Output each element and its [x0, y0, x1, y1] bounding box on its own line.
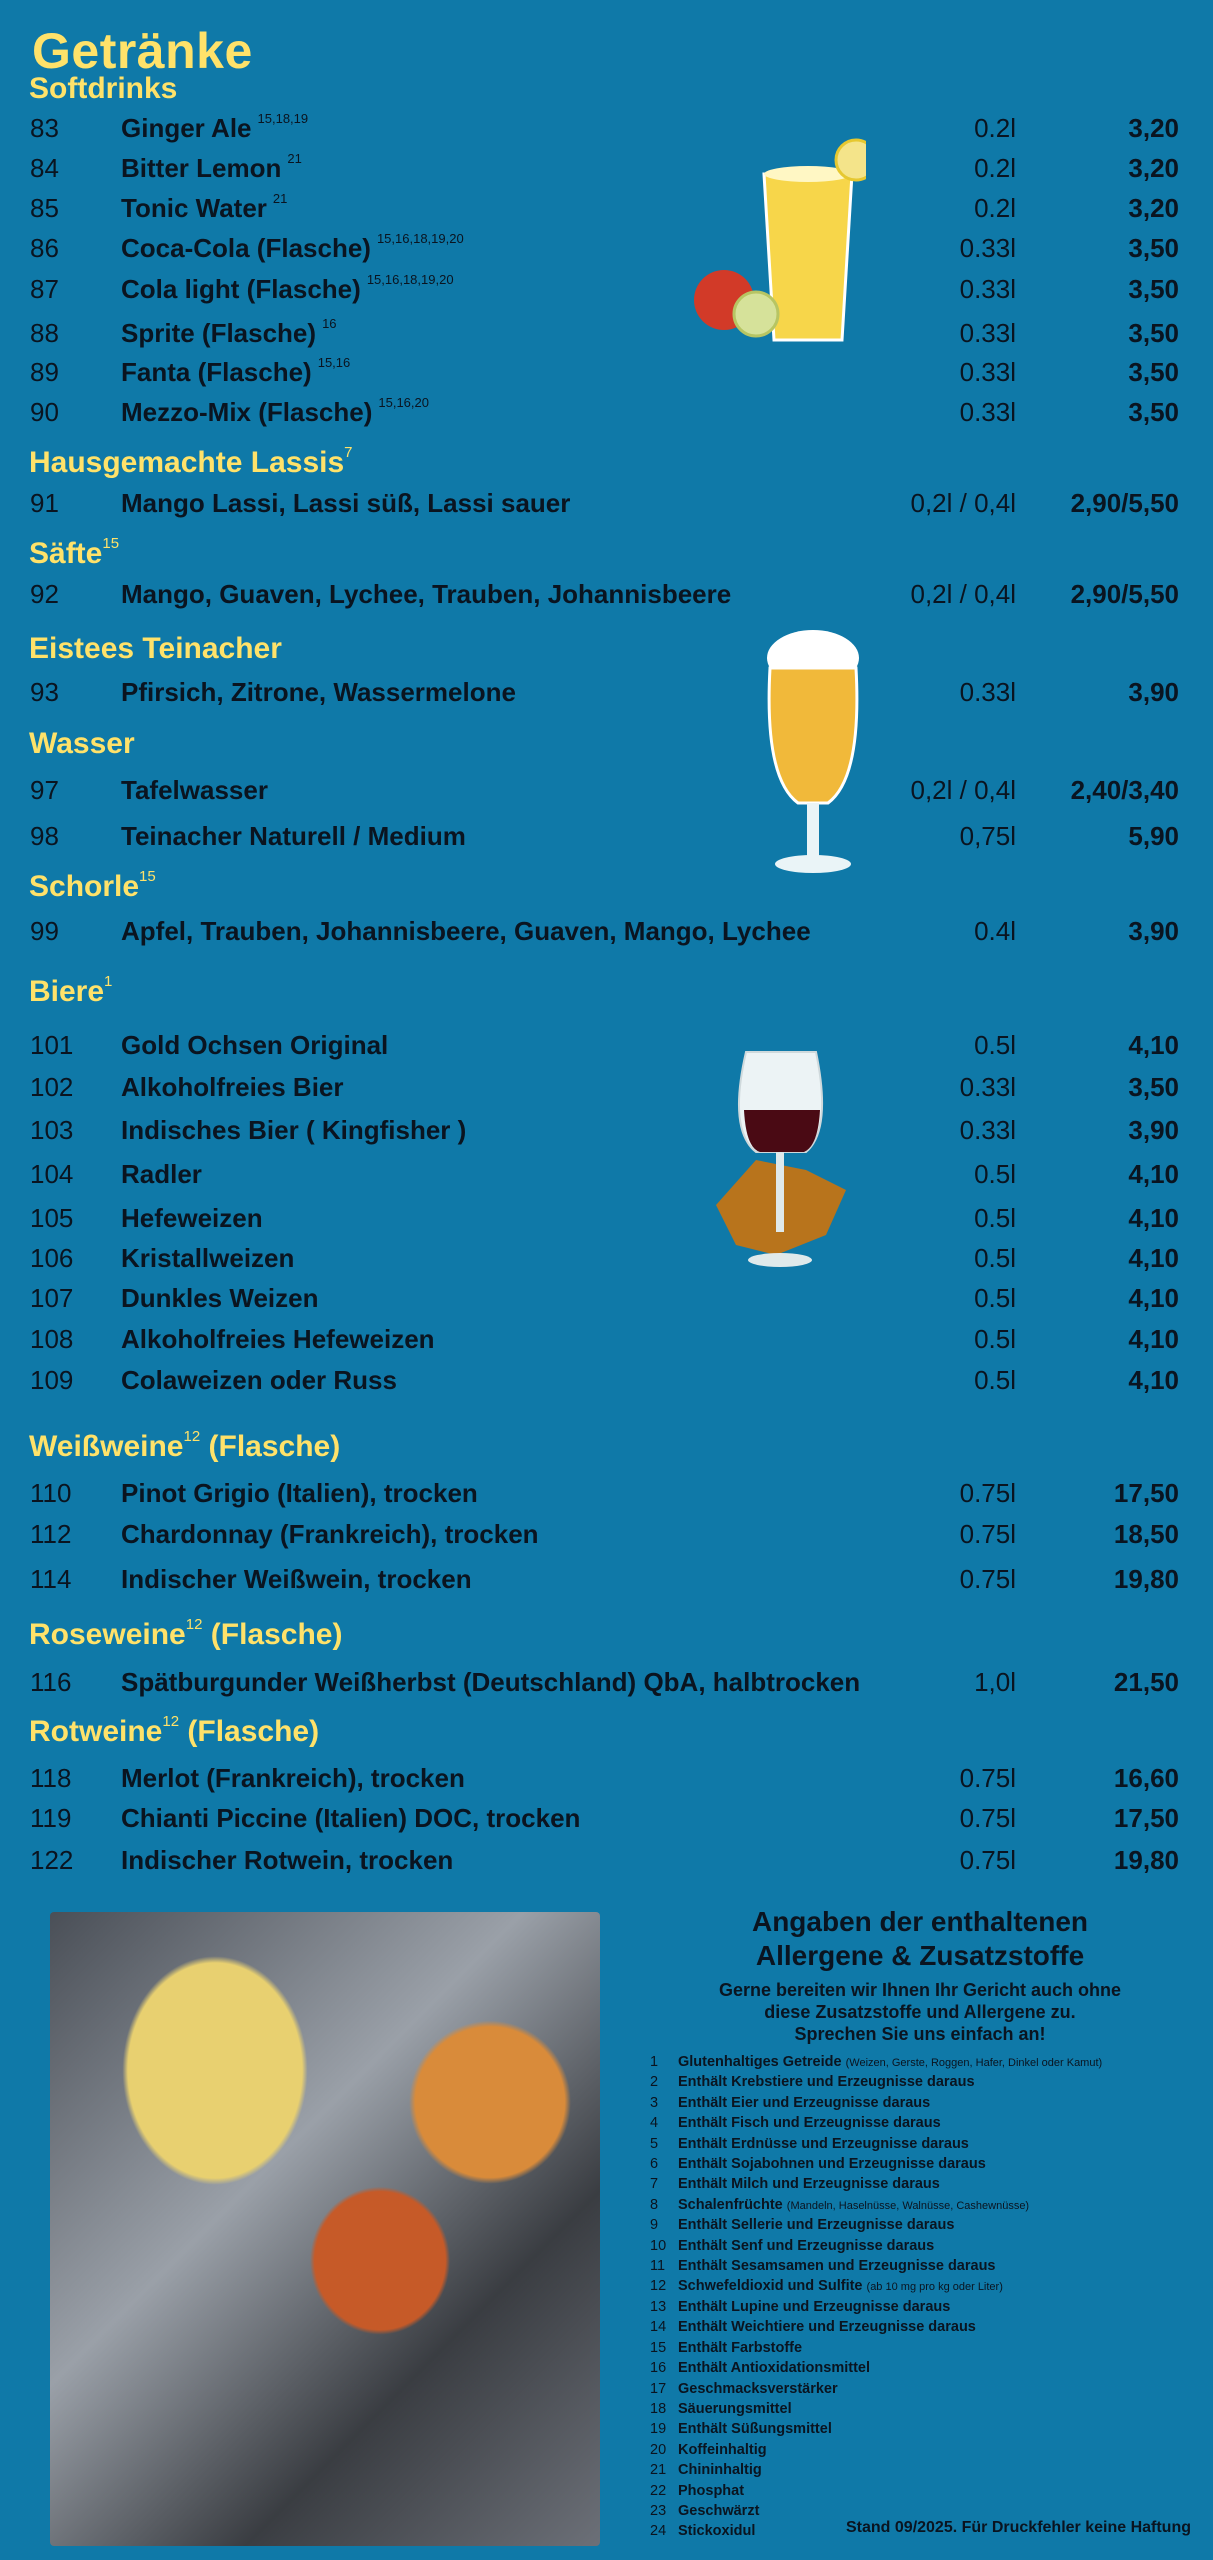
item-name-text: Teinacher Naturell / Medium — [121, 821, 466, 851]
allergen-text: Enthält Süßungsmittel — [678, 2421, 832, 2438]
allergen-number: 16 — [650, 2360, 667, 2377]
allergen-text: Geschmacksverstärker — [678, 2380, 838, 2397]
allergen-title-line2: Allergene & Zusatzstoffe — [755, 1940, 1085, 1971]
allergen-number: 18 — [650, 2400, 667, 2417]
allergen-number: 3 — [650, 2094, 659, 2111]
allergen-item — [650, 2461, 1190, 2481]
item-number: 104 — [30, 1159, 74, 1189]
item-name — [121, 113, 308, 144]
item-name — [121, 274, 454, 305]
allergen-item — [650, 2175, 1190, 2195]
juice-glass-icon — [676, 130, 866, 350]
item-name-text: Tafelwasser — [121, 775, 268, 805]
item-name — [121, 1845, 459, 1876]
section-schorle: Schorle$^{15}$ — [29, 868, 156, 903]
allergen-item — [650, 2257, 1190, 2277]
item-name-text: Chardonnay (Frankreich), trocken — [121, 1519, 539, 1549]
allergen-number: 11 — [650, 2258, 666, 2275]
item-name-text: Apfel, Trauben, Johannisbeere, Guaven, Mango, Lychee — [121, 916, 811, 946]
item-name — [121, 677, 522, 708]
item-price: 3,50 — [1128, 1072, 1179, 1102]
item-price: 3,90 — [1128, 1115, 1179, 1145]
item-volume: 1,0l — [974, 1667, 1016, 1697]
item-price: 2,90/5,50 — [1070, 579, 1179, 609]
item-name-text: Ginger Ale — [121, 113, 252, 143]
allergen-text: Stickoxidul — [678, 2523, 756, 2540]
item-name — [121, 1159, 208, 1190]
item-name — [121, 318, 337, 349]
item-name — [121, 1283, 324, 1314]
item-number: 103 — [30, 1115, 74, 1145]
item-price: 5,90 — [1128, 821, 1179, 851]
menu-item-row — [0, 1667, 1213, 1707]
item-name — [121, 1519, 545, 1550]
item-price: 4,10 — [1128, 1283, 1179, 1313]
item-name — [121, 1803, 586, 1834]
allergen-text: Chininhaltig — [678, 2462, 762, 2479]
item-price: 16,60 — [1113, 1763, 1179, 1793]
item-name — [121, 916, 817, 947]
menu-item-row — [0, 579, 1213, 619]
allergen-subtitle — [650, 1979, 1190, 2045]
allergen-number: 23 — [650, 2502, 667, 2519]
item-name-text: Pfirsich, Zitrone, Wassermelone — [121, 677, 516, 707]
section-wasser: Wasser — [29, 727, 135, 760]
allergen-number: 4 — [650, 2115, 659, 2132]
allergen-item — [650, 2441, 1190, 2461]
item-name-text: Indischer Weißwein, trocken — [121, 1564, 472, 1594]
allergen-text: Enthält Sesamsamen und Erzeugnisse daraus — [678, 2258, 996, 2275]
item-price: 3,20 — [1128, 193, 1179, 223]
item-price: 3,50 — [1128, 233, 1179, 263]
menu-item-row — [0, 1072, 1213, 1112]
item-volume: 0.75l — [959, 1763, 1016, 1793]
item-number: 91 — [30, 488, 59, 518]
wine-glass-icon — [676, 1040, 876, 1280]
item-number: 84 — [30, 153, 59, 183]
item-volume: 0.75l — [959, 1564, 1016, 1594]
item-price: 4,10 — [1128, 1365, 1179, 1395]
item-name-text: Coca-Cola (Flasche) — [121, 233, 371, 263]
section-weissweine: Weißweine$^{12}$ (Flasche) — [29, 1428, 341, 1463]
item-volume: 0.75l — [959, 1519, 1016, 1549]
allergen-item — [650, 2196, 1190, 2216]
item-name — [121, 579, 737, 610]
section-eistees: Eistees Teinacher — [29, 632, 282, 665]
allergen-title — [650, 1905, 1190, 1973]
allergen-number: 7 — [650, 2176, 659, 2193]
item-name-text: Dunkles Weizen — [121, 1283, 319, 1313]
allergen-text: Geschwärzt — [678, 2502, 760, 2519]
item-volume: 0.5l — [974, 1203, 1016, 1233]
allergen-text: Enthält Erdnüsse und Erzeugnisse daraus — [678, 2135, 969, 2152]
item-volume: 0.33l — [959, 677, 1016, 707]
allergen-text: Enthält Antioxidationsmittel — [678, 2360, 870, 2377]
item-number: 90 — [30, 397, 59, 427]
item-name — [121, 1324, 441, 1355]
item-price: 18,50 — [1113, 1519, 1179, 1549]
allergen-text: Säuerungsmittel — [678, 2400, 792, 2417]
item-additives: 15,16,20 — [378, 395, 429, 410]
allergen-text: Enthält Eier und Erzeugnisse daraus — [678, 2094, 931, 2111]
allergen-note: (ab 10 mg pro kg oder Liter) — [866, 2281, 1003, 2294]
item-price: 17,50 — [1113, 1478, 1179, 1508]
item-name — [121, 397, 429, 428]
allergen-text: Koffeinhaltig — [678, 2441, 767, 2458]
item-volume: 0.5l — [974, 1283, 1016, 1313]
item-number: 85 — [30, 193, 59, 223]
allergen-sub-line3: Sprechen Sie uns einfach an! — [794, 2024, 1046, 2044]
item-number: 98 — [30, 821, 59, 851]
allergen-item — [650, 2400, 1190, 2420]
allergen-item — [650, 2420, 1190, 2440]
item-name — [121, 821, 472, 852]
item-volume: 0.75l — [959, 1803, 1016, 1833]
item-price: 3,90 — [1128, 916, 1179, 946]
item-number: 92 — [30, 579, 59, 609]
item-name-text: Alkoholfreies Hefeweizen — [121, 1324, 435, 1354]
item-price: 4,10 — [1128, 1030, 1179, 1060]
item-name-text: Gold Ochsen Original — [121, 1030, 389, 1060]
allergen-title-line1: Angaben der enthaltenen — [751, 1906, 1089, 1937]
allergen-number: 14 — [650, 2319, 667, 2336]
item-additives: 21 — [272, 191, 288, 206]
allergen-info — [650, 1905, 1190, 2543]
allergen-item — [650, 2237, 1190, 2257]
item-volume: 0.33l — [959, 1072, 1016, 1102]
allergen-number: 21 — [650, 2462, 667, 2479]
allergen-number: 17 — [650, 2380, 667, 2397]
allergen-note: (Weizen, Gerste, Roggen, Hafer, Dinkel oder Kamut) — [845, 2057, 1103, 2069]
item-volume: 0.5l — [974, 1324, 1016, 1354]
menu-item-row — [0, 1030, 1213, 1070]
menu-item-row — [0, 1159, 1213, 1199]
allergen-sub-line2: diese Zusatzstoffe und Allergene zu. — [764, 2002, 1076, 2022]
menu-item-row — [0, 1763, 1213, 1803]
allergen-number: 22 — [650, 2482, 667, 2499]
item-price: 2,90/5,50 — [1070, 488, 1179, 518]
menu-item-row — [0, 1203, 1213, 1243]
section-softdrinks: Softdrinks — [29, 72, 178, 105]
item-volume: 0.2l — [974, 193, 1016, 223]
item-number: 108 — [30, 1324, 74, 1354]
item-volume: 0.2l — [974, 113, 1016, 143]
allergen-number: 15 — [650, 2339, 667, 2356]
menu-item-row — [0, 397, 1213, 437]
menu-item-row — [0, 1283, 1213, 1323]
item-name-text: Radler — [121, 1159, 202, 1189]
allergen-item — [650, 2073, 1190, 2093]
section-saefte: Säfte$^{15}$ — [29, 535, 120, 570]
beer-glass-icon — [758, 628, 868, 880]
allergen-text: Enthält Sellerie und Erzeugnisse daraus — [678, 2217, 955, 2234]
item-name — [121, 1667, 866, 1698]
item-price: 4,10 — [1128, 1159, 1179, 1189]
item-volume: 0.33l — [959, 1115, 1016, 1145]
section-biere: Biere$^1$ — [29, 973, 113, 1008]
item-name-text: Mango, Guaven, Lychee, Trauben, Johannisbeere — [121, 579, 732, 609]
allergen-item — [650, 2298, 1190, 2318]
item-price: 4,10 — [1128, 1243, 1179, 1273]
item-volume: 0.5l — [974, 1243, 1016, 1273]
item-name-text: Chianti Piccine (Italien) DOC, trocken — [121, 1803, 581, 1833]
item-volume: 0.33l — [959, 274, 1016, 304]
item-name — [121, 1763, 471, 1794]
item-number: 86 — [30, 233, 59, 263]
allergen-item — [650, 2216, 1190, 2236]
allergen-text: Schwefeldioxid und Sulfite — [678, 2278, 863, 2295]
menu-item-row — [0, 357, 1213, 397]
allergen-text: Enthält Senf und Erzeugnisse daraus — [678, 2237, 935, 2254]
item-price: 3,50 — [1128, 397, 1179, 427]
item-number: 93 — [30, 677, 59, 707]
allergen-number: 2 — [650, 2074, 659, 2091]
item-additives: 16 — [322, 316, 337, 331]
item-price: 3,50 — [1128, 274, 1179, 304]
menu-item-row — [0, 233, 1213, 273]
section-lassis: Hausgemachte Lassis$^7$ — [29, 444, 353, 479]
allergen-text: Enthält Sojabohnen und Erzeugnisse daraus — [678, 2156, 986, 2173]
allergen-item — [650, 2135, 1190, 2155]
menu-item-row — [0, 153, 1213, 193]
item-number: 109 — [30, 1365, 74, 1395]
menu-item-row — [0, 1478, 1213, 1518]
allergen-text: Enthält Milch und Erzeugnisse daraus — [678, 2176, 940, 2193]
item-price: 3,50 — [1128, 318, 1179, 348]
item-price: 3,90 — [1128, 677, 1179, 707]
item-price: 3,20 — [1128, 113, 1179, 143]
allergen-text: Enthält Lupine und Erzeugnisse daraus — [678, 2298, 951, 2315]
allergen-item — [650, 2155, 1190, 2175]
item-name-text: Sprite (Flasche) — [121, 318, 317, 348]
item-number: 118 — [30, 1763, 72, 1793]
allergen-text: Glutenhaltiges Getreide — [678, 2054, 842, 2070]
item-number: 102 — [30, 1072, 74, 1102]
item-number: 99 — [30, 916, 59, 946]
allergen-item — [650, 2277, 1190, 2297]
item-volume: 0,2l / 0,4l — [910, 775, 1016, 805]
item-number: 97 — [30, 775, 59, 805]
menu-item-row — [0, 1803, 1213, 1843]
item-price: 17,50 — [1113, 1803, 1179, 1833]
allergen-number: 13 — [650, 2298, 667, 2315]
item-volume: 0.2l — [974, 153, 1016, 183]
item-name — [121, 1243, 300, 1274]
item-number: 89 — [30, 357, 59, 387]
item-number: 110 — [30, 1478, 72, 1508]
menu-item-row — [0, 1519, 1213, 1559]
item-number: 87 — [30, 274, 59, 304]
item-volume: 0.5l — [974, 1159, 1016, 1189]
item-name — [121, 193, 287, 224]
allergen-sub-line1: Gerne bereiten wir Ihnen Ihr Gericht auch ohne — [718, 1980, 1122, 2000]
footer-note: Stand 09/2025. Für Druckfehler keine Haftung — [846, 2519, 1191, 2536]
item-additives: 15,16 — [317, 355, 351, 370]
item-number: 88 — [30, 318, 59, 348]
allergen-item — [650, 2053, 1190, 2073]
item-price: 19,80 — [1113, 1845, 1179, 1875]
allergen-text: Enthält Weichtiere und Erzeugnisse daraus — [678, 2319, 976, 2336]
item-additives: 15,18,19 — [257, 111, 309, 126]
item-volume: 0,75l — [959, 821, 1016, 851]
allergen-text: Phosphat — [678, 2482, 745, 2499]
allergen-number: 10 — [650, 2237, 667, 2254]
item-name-text: Indisches Bier ( Kingfisher ) — [121, 1115, 467, 1145]
page-title: Getränke — [32, 23, 253, 79]
item-name-text: Indischer Rotwein, trocken — [121, 1845, 454, 1875]
item-name-text: Merlot (Frankreich), trocken — [121, 1763, 465, 1793]
item-price: 3,20 — [1128, 153, 1179, 183]
item-volume: 0.33l — [959, 318, 1016, 348]
item-price: 19,80 — [1113, 1564, 1179, 1594]
item-name-text: Spätburgunder Weißherbst (Deutschland) QbA, halbtrocken — [121, 1667, 861, 1697]
item-name-text: Cola light (Flasche) — [121, 274, 361, 304]
item-name — [121, 153, 302, 184]
allergen-number: 19 — [650, 2421, 667, 2438]
item-price: 21,50 — [1113, 1667, 1179, 1697]
item-name-text: Tonic Water — [121, 193, 267, 223]
item-volume: 0.75l — [959, 1845, 1016, 1875]
allergen-item — [650, 2359, 1190, 2379]
item-name — [121, 1203, 269, 1234]
item-price: 4,10 — [1128, 1203, 1179, 1233]
item-volume: 0.33l — [959, 357, 1016, 387]
item-number: 122 — [30, 1845, 74, 1875]
item-name-text: Mezzo-Mix (Flasche) — [121, 397, 373, 427]
allergen-text: Enthält Farbstoffe — [678, 2339, 803, 2356]
item-additives: 15,16,18,19,20 — [376, 231, 464, 246]
allergen-note: (Mandeln, Haselnüsse, Walnüsse, Cashewnüsse) — [786, 2199, 1030, 2212]
item-number: 106 — [30, 1243, 74, 1273]
item-number: 114 — [30, 1564, 72, 1594]
item-volume: 0,2l / 0,4l — [910, 579, 1016, 609]
item-number: 112 — [30, 1519, 72, 1549]
section-roseweine: Roseweine$^{12}$ (Flasche) — [29, 1616, 343, 1651]
item-name — [121, 1478, 484, 1509]
item-volume: 0.33l — [959, 233, 1016, 263]
item-name-text: Alkoholfreies Bier — [121, 1072, 344, 1102]
item-name-text: Fanta (Flasche) — [121, 357, 312, 387]
menu-item-row — [0, 1564, 1213, 1604]
item-name — [121, 1365, 403, 1396]
menu-item-row — [0, 318, 1213, 358]
item-name — [121, 357, 350, 388]
menu-item-row — [0, 1115, 1213, 1155]
item-name — [121, 1072, 350, 1103]
item-additives: 21 — [287, 151, 302, 166]
item-name — [121, 1115, 472, 1146]
item-name-text: Kristallweizen — [121, 1243, 295, 1273]
allergen-number: 12 — [650, 2278, 667, 2295]
item-volume: 0.5l — [974, 1030, 1016, 1060]
item-volume: 0.5l — [974, 1365, 1016, 1395]
allergen-item — [650, 2114, 1190, 2134]
allergen-number: 6 — [650, 2156, 659, 2173]
allergen-item — [650, 2482, 1190, 2502]
item-price: 4,10 — [1128, 1324, 1179, 1354]
item-name — [121, 488, 576, 519]
menu-item-row — [0, 274, 1213, 314]
item-volume: 0.33l — [959, 397, 1016, 427]
allergen-number: 8 — [650, 2196, 659, 2213]
menu-item-row — [0, 775, 1213, 815]
menu-item-row — [0, 1324, 1213, 1364]
item-name — [121, 233, 464, 264]
allergen-number: 20 — [650, 2441, 667, 2458]
item-additives: 15,16,18,19,20 — [366, 272, 454, 287]
allergen-item — [650, 2094, 1190, 2114]
allergen-item — [650, 2380, 1190, 2400]
allergen-number: 5 — [650, 2135, 659, 2152]
item-volume: 0.4l — [974, 916, 1016, 946]
item-price: 2,40/3,40 — [1070, 775, 1179, 805]
allergen-number: 24 — [650, 2523, 667, 2540]
item-name-text: Bitter Lemon — [121, 153, 282, 183]
allergen-number: 1 — [650, 2054, 659, 2070]
item-number: 119 — [30, 1803, 72, 1833]
menu-item-row — [0, 821, 1213, 861]
menu-item-row — [0, 1845, 1213, 1885]
allergen-item — [650, 2318, 1190, 2338]
item-number: 101 — [30, 1030, 74, 1060]
allergen-item — [650, 2339, 1190, 2359]
section-rotweine: Rotweine$^{12}$ (Flasche) — [29, 1713, 320, 1748]
item-number: 116 — [30, 1667, 72, 1697]
item-number: 105 — [30, 1203, 74, 1233]
allergen-text: Schalenfrüchte — [678, 2196, 783, 2213]
item-volume: 0.75l — [959, 1478, 1016, 1508]
item-name-text: Mango Lassi, Lassi süß, Lassi sauer — [121, 488, 571, 518]
item-name-text: Colaweizen oder Russ — [121, 1365, 397, 1395]
menu-item-row — [0, 1243, 1213, 1283]
menu-item-row — [0, 193, 1213, 233]
item-name — [121, 775, 274, 806]
menu-item-row — [0, 916, 1213, 956]
item-number: 83 — [30, 113, 59, 143]
item-volume: 0,2l / 0,4l — [910, 488, 1016, 518]
food-photo — [50, 1912, 600, 2546]
allergen-text: Enthält Fisch und Erzeugnisse daraus — [678, 2115, 941, 2132]
item-price: 3,50 — [1128, 357, 1179, 387]
item-name — [121, 1030, 394, 1061]
allergen-text: Enthält Krebstiere und Erzeugnisse daraus — [678, 2074, 975, 2091]
allergen-number: 9 — [650, 2217, 659, 2234]
item-name-text: Pinot Grigio (Italien), trocken — [121, 1478, 478, 1508]
item-name-text: Hefeweizen — [121, 1203, 263, 1233]
item-number: 107 — [30, 1283, 74, 1313]
menu-item-row — [0, 113, 1213, 153]
menu-item-row — [0, 677, 1213, 717]
item-name — [121, 1564, 478, 1595]
menu-item-row — [0, 488, 1213, 528]
menu-item-row — [0, 1365, 1213, 1405]
allergen-list — [650, 2053, 1190, 2543]
